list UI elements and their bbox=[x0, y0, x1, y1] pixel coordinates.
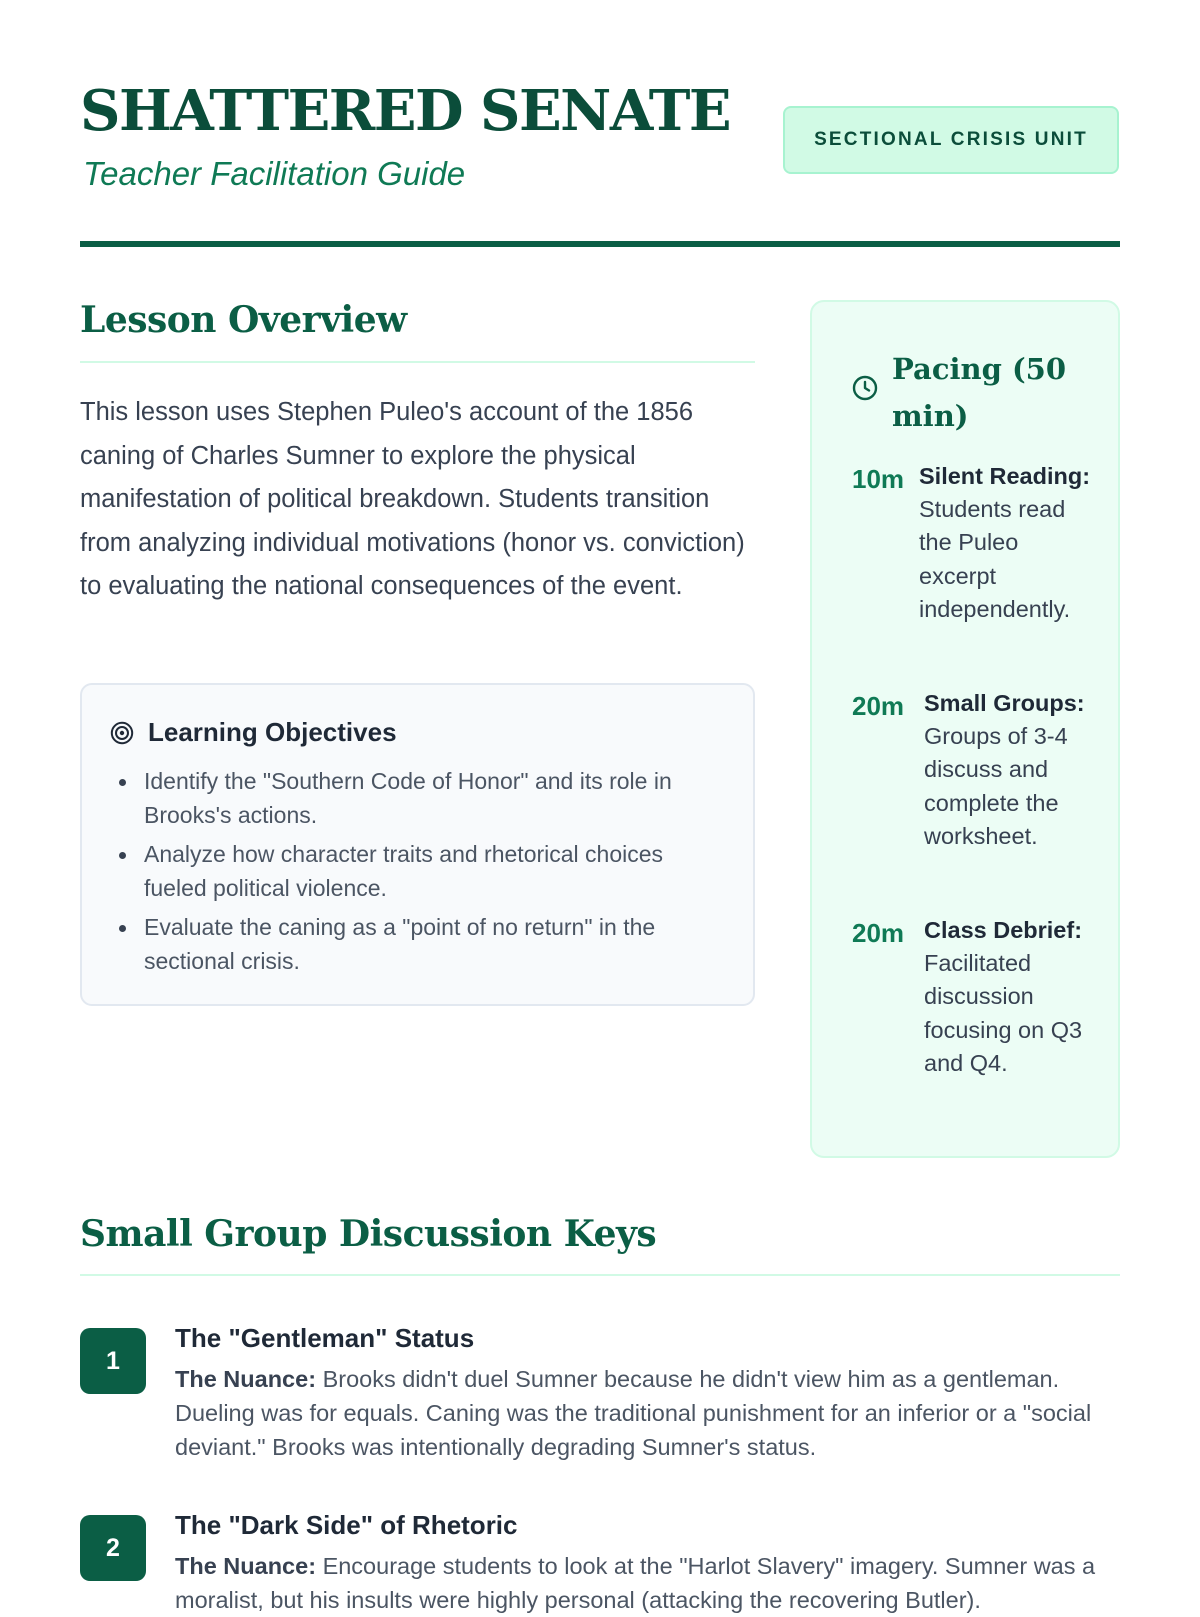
learning-objectives-box bbox=[80, 683, 755, 1006]
objectives-list bbox=[112, 765, 727, 984]
discussion-keys-title: Small Group Discussion Keys bbox=[80, 1213, 657, 1255]
pacing-header bbox=[852, 346, 1092, 440]
document-subtitle: Teacher Facilitation Guide bbox=[83, 155, 466, 192]
objective-item: Evaluate the caning as a "point of no return" in the sectional crisis. bbox=[112, 911, 727, 978]
pacing-item bbox=[852, 914, 1092, 1080]
lesson-overview-section bbox=[80, 298, 755, 634]
pacing-label: Class Debrief: bbox=[924, 917, 1083, 943]
header-divider bbox=[80, 241, 1120, 247]
teacher-guide-page bbox=[80, 0, 1120, 1613]
learning-objectives-header bbox=[110, 717, 397, 748]
pacing-item bbox=[852, 460, 1092, 626]
pacing-description bbox=[924, 914, 1092, 1080]
learning-objectives-title: Learning Objectives bbox=[148, 717, 397, 747]
discussion-key-title: The "Dark Side" of Rhetoric bbox=[175, 1510, 518, 1540]
target-icon bbox=[110, 721, 134, 745]
pacing-title: Pacing (50 min) bbox=[892, 352, 1067, 433]
pacing-sidebar bbox=[810, 300, 1120, 1158]
nuance-label: The Nuance: bbox=[175, 1553, 317, 1579]
pacing-label: Silent Reading: bbox=[919, 463, 1091, 489]
discussion-key-title: The "Gentleman" Status bbox=[175, 1323, 475, 1353]
document-title: SHATTERED SENATE bbox=[80, 78, 731, 144]
lesson-overview-text: This lesson uses Stephen Puleo's account of the 1856 caning of Charles Sumner to explore the physical manifestation of political breakdown. Students transition from analyzing individual motivations (honor vs. conviction) to evaluating the national consequences of the event. bbox=[80, 398, 745, 600]
discussion-key-body bbox=[175, 1318, 1115, 1464]
pacing-description bbox=[919, 460, 1092, 626]
pacing-minutes: 20m bbox=[852, 918, 905, 948]
pacing-minutes: 20m bbox=[852, 691, 905, 721]
pacing-description bbox=[924, 687, 1092, 853]
pacing-text: Students read the Puleo excerpt independently. bbox=[919, 496, 1071, 622]
clock-icon bbox=[852, 375, 878, 401]
objective-item: Identify the "Southern Code of Honor" and its role in Brooks's actions. bbox=[112, 765, 727, 832]
discussion-key-body bbox=[175, 1505, 1115, 1617]
pacing-label: Small Groups: bbox=[924, 690, 1085, 716]
nuance-text: Brooks didn't duel Sumner because he didn't view him as a gentleman. Dueling was for equals. Caning was the traditional punishment for an inferior or a "social deviant." Brooks was intentionally degrading Sumner's status. bbox=[175, 1366, 1092, 1460]
nuance-label: The Nuance: bbox=[175, 1366, 317, 1392]
lesson-overview-title: Lesson Overview bbox=[80, 299, 407, 341]
discussion-key-text bbox=[175, 1362, 1115, 1464]
pacing-item bbox=[852, 687, 1092, 853]
section-divider bbox=[80, 1274, 1120, 1276]
objective-item: Analyze how character traits and rhetorical choices fueled political violence. bbox=[112, 838, 727, 905]
unit-badge: SECTIONAL CRISIS UNIT bbox=[783, 106, 1119, 174]
guide-header bbox=[80, 78, 1120, 246]
discussion-key-number: 1 bbox=[80, 1328, 146, 1394]
discussion-keys-section bbox=[80, 1212, 1120, 1613]
discussion-key-text bbox=[175, 1549, 1115, 1617]
pacing-text: Groups of 3-4 discuss and complete the worksheet. bbox=[924, 723, 1068, 849]
pacing-minutes: 10m bbox=[852, 464, 905, 494]
section-divider bbox=[80, 361, 755, 363]
discussion-key-number: 2 bbox=[80, 1515, 146, 1581]
nuance-text: Encourage students to look at the "Harlot Slavery" imagery. Sumner was a moralist, but his insults were highly personal (attacking the recovering Butler). bbox=[175, 1553, 1096, 1613]
pacing-text: Facilitated discussion focusing on Q3 and Q4. bbox=[924, 950, 1083, 1076]
